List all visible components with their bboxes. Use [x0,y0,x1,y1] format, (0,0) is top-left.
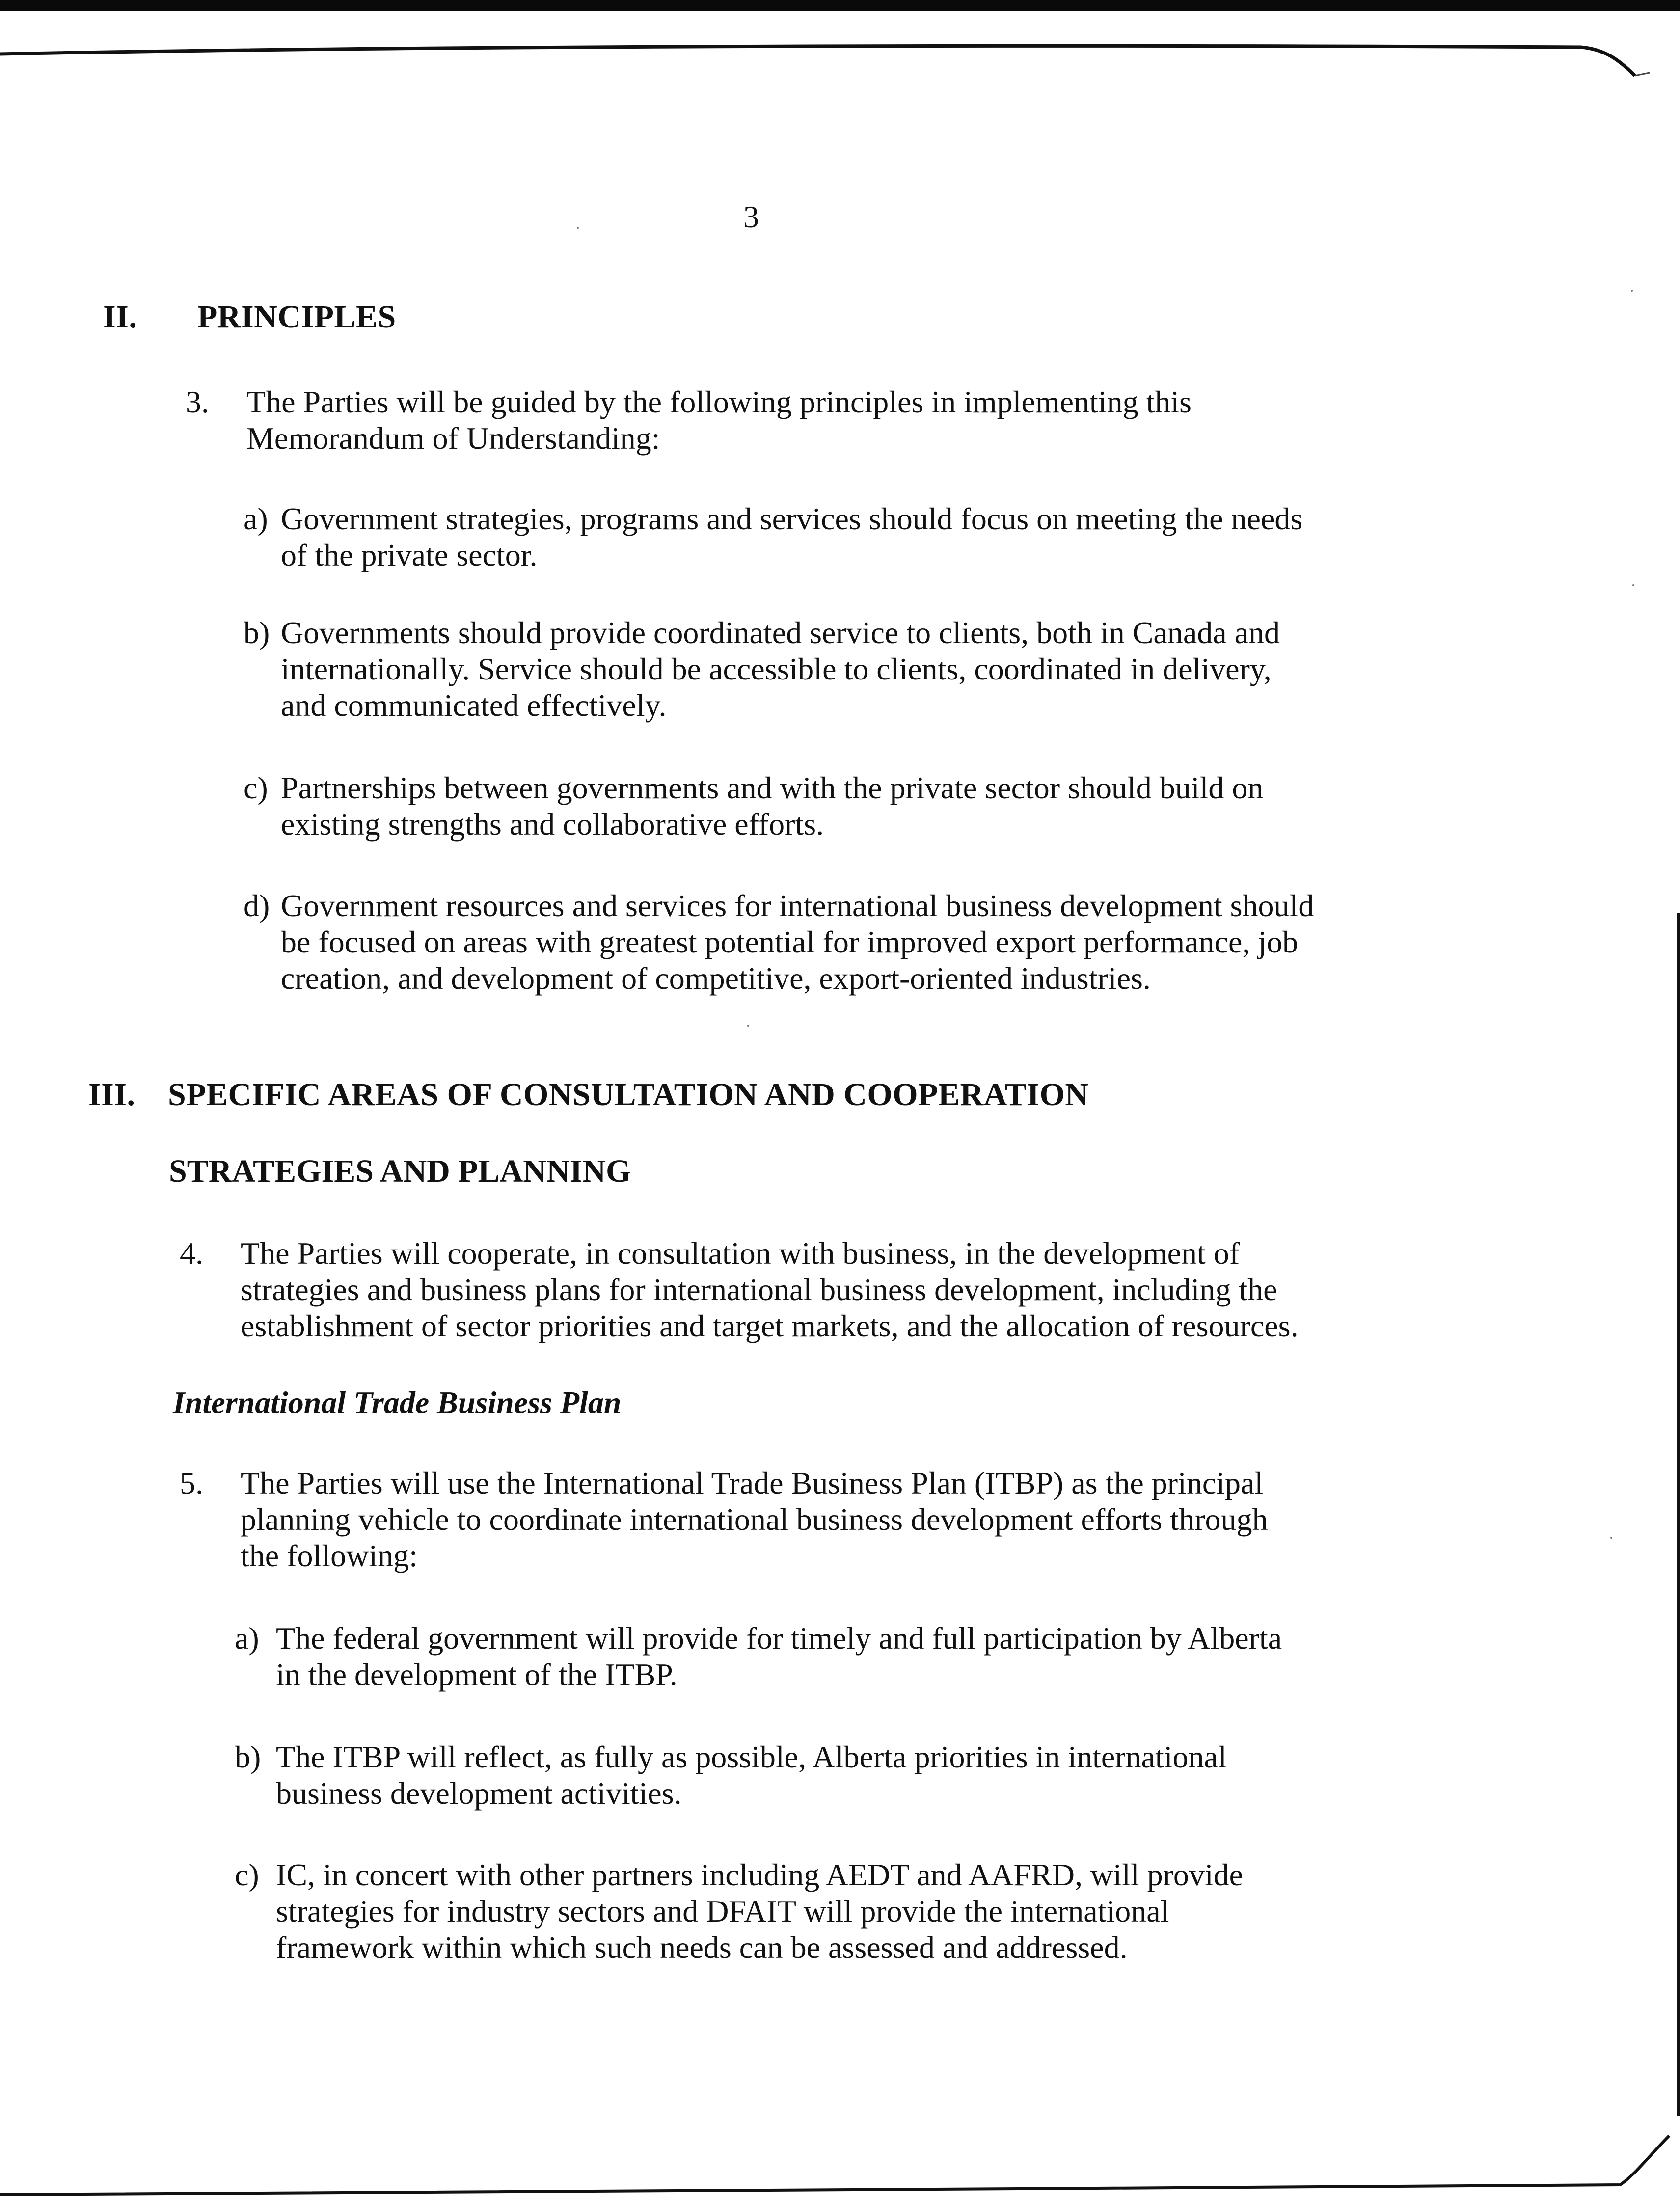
list-body [281,770,1263,842]
section-heading-principles [103,299,396,336]
subsection-heading-strategies: STRATEGIES AND PLANNING [169,1153,631,1189]
list-line: strategies for industry sectors and DFAIT will provide the international [276,1894,1169,1929]
scan-speck [577,227,579,229]
section-title: SPECIFIC AREAS OF CONSULTATION AND COOPERATION [168,1077,1089,1113]
paragraph-body [241,1465,1268,1574]
paragraph-line: planning vehicle to coordinate international business development efforts through [241,1502,1268,1537]
list-label: a) [235,1621,259,1656]
list-line: Government strategies, programs and services should focus on meeting the needs [281,501,1303,536]
list-line: The ITBP will reflect, as fully as possible, Alberta priorities in international [276,1739,1227,1774]
list-label: a) [244,501,268,536]
list-line: Governments should provide coordinated service to clients, both in Canada and [281,615,1280,650]
list-label: c) [244,770,268,805]
paragraph-number: 4. [180,1236,203,1271]
section-roman-numeral: II. [103,299,137,335]
scan-top-page-edge [0,31,1680,125]
paragraph-line: establishment of sector priorities and target markets, and the allocation of resources. [241,1308,1299,1343]
subsection-heading-itbp: International Trade Business Plan [173,1385,622,1420]
list-line: IC, in concert with other partners including AEDT and AAFRD, will provide [276,1857,1244,1892]
scan-speck [747,1025,749,1027]
scan-right-edge [1677,913,1680,2116]
paragraph-body [246,384,1192,457]
list-label: b) [244,615,270,650]
list-line: creation, and development of competitive, export-oriented industries. [281,961,1151,996]
list-line: Government resources and services for international business development should [281,888,1314,923]
scan-speck [1631,290,1633,292]
paragraph-line: The Parties will cooperate, in consultation with business, in the development of [241,1236,1240,1271]
list-line: business development activities. [276,1776,682,1811]
paragraph-line: Memorandum of Understanding: [246,421,660,456]
list-label: b) [235,1739,261,1774]
scan-speck [1610,1537,1612,1539]
list-line: and communicated effectively. [281,688,667,723]
list-body [276,1857,1243,1966]
list-body [281,615,1280,724]
list-line: The federal government will provide for timely and full participation by Alberta [276,1621,1282,1656]
list-body [281,501,1302,573]
paragraph-line: The Parties will use the International Trade Business Plan (ITBP) as the principal [241,1466,1264,1500]
list-line: of the private sector. [281,538,538,572]
list-label: c) [235,1857,259,1892]
page-number: 3 [743,199,759,234]
paragraph-body [241,1235,1299,1344]
list-line: be focused on areas with greatest potential for improved export performance, job [281,924,1299,959]
section-roman-numeral: III. [88,1077,135,1113]
paragraph-number: 5. [180,1466,203,1500]
list-body [281,888,1314,997]
section-heading-consultation [88,1076,1089,1114]
paragraph-number: 3. [186,384,209,419]
list-line: in the development of the ITBP. [276,1657,677,1692]
list-line: framework within which such needs can be assessed and addressed. [276,1930,1128,1965]
list-line: existing strengths and collaborative efforts. [281,807,824,842]
list-body [276,1739,1227,1812]
paragraph-line: strategies and business plans for international business development, including the [241,1272,1277,1307]
list-line: Partnerships between governments and with the private sector should build on [281,770,1264,805]
list-label: d) [244,888,270,923]
scan-top-border [0,0,1680,11]
paragraph-line: the following: [241,1538,418,1573]
section-title: PRINCIPLES [197,299,396,335]
scan-speck [1632,584,1634,586]
list-body [276,1620,1282,1693]
list-line: internationally. Service should be accessible to clients, coordinated in delivery, [281,652,1272,686]
scan-bottom-page-edge [0,2116,1680,2201]
paragraph-line: The Parties will be guided by the following principles in implementing this [246,384,1192,419]
